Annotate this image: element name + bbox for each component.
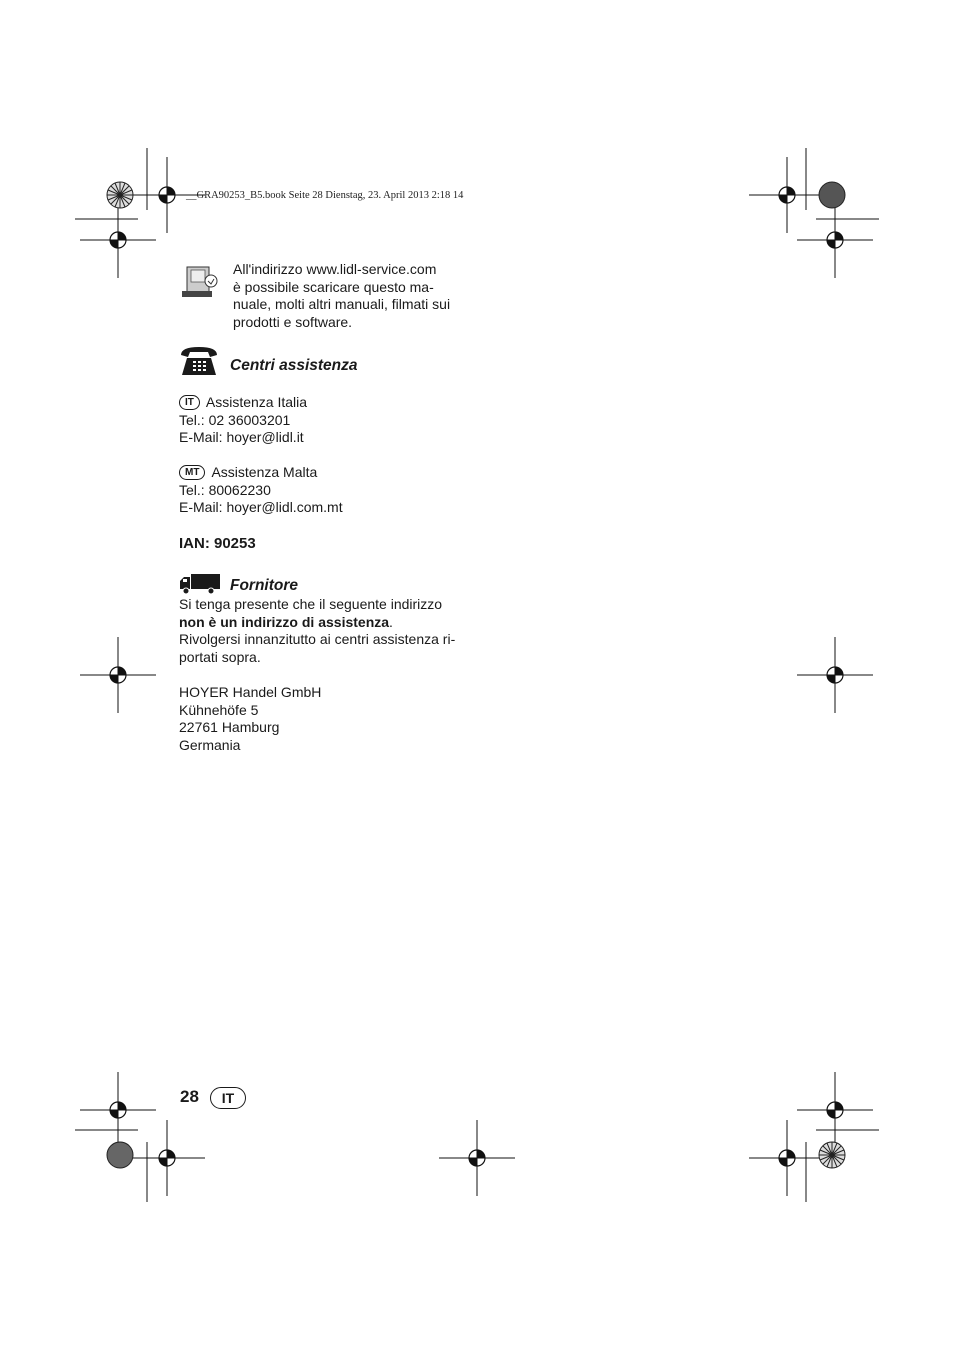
crosshair-mark: [80, 1072, 156, 1148]
delivery-truck-icon: [179, 573, 221, 595]
density-patch-icon: [819, 182, 845, 208]
service-italy-block: IT Assistenza Italia Tel.: 02 36003201 E-Mail: hoyer@lidl.it: [179, 394, 308, 446]
language-badge: IT: [210, 1087, 246, 1109]
download-text: All'indirizzo www.lidl-service.com è possibile scaricare questo ma- nuale, molti altri manuali, filmati sui prodotti e software.: [233, 261, 451, 331]
page-number: 28: [180, 1087, 199, 1106]
download-manual-icon: [181, 265, 219, 301]
section-title-supplier: Fornitore: [230, 577, 299, 594]
density-patch-icon: [107, 1142, 133, 1168]
country-badge-mt: MT: [179, 465, 205, 480]
crosshair-mark: [749, 157, 825, 233]
registration-wheel-icon: [107, 182, 133, 208]
crosshair-mark: [797, 202, 873, 278]
supplier-notice: Si tenga presente che il seguente indirizzo non è un indirizzo di assistenza. Rivolgersi innanzitutto ai centri assistenza ri- portati sopra.: [179, 596, 456, 666]
crosshair-mark: [80, 637, 156, 713]
crosshair-mark: [439, 1120, 515, 1196]
crosshair-mark: [749, 1120, 825, 1196]
country-badge-it: IT: [179, 395, 200, 410]
section-title-service: Centri assistenza: [230, 357, 358, 374]
crosshair-mark: [797, 1072, 873, 1148]
service-malta-block: MT Assistenza Malta Tel.: 80062230 E-Mail: hoyer@lidl.com.mt: [179, 464, 343, 516]
crosshair-mark: [80, 202, 156, 278]
print-header-line: __GRA90253_B5.book Seite 28 Dienstag, 23. April 2013 2:18 14: [186, 190, 464, 201]
supplier-address: HOYER Handel GmbH Kühnehöfe 5 22761 Hamburg Germania: [179, 684, 322, 754]
crosshair-mark: [129, 1120, 205, 1196]
telephone-icon: [179, 345, 219, 377]
crosshair-mark: [797, 637, 873, 713]
registration-wheel-icon: [819, 1142, 845, 1168]
ian-number: IAN: 90253: [179, 535, 256, 552]
